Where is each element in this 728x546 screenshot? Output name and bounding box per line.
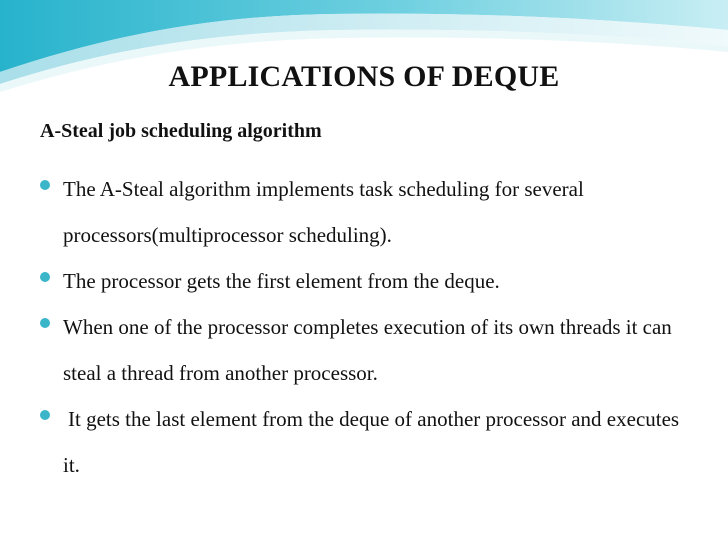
bullet-dot-icon (40, 180, 50, 190)
bullet-item (40, 304, 700, 396)
bullet-text: The processor gets the first element from the deque. (63, 269, 500, 293)
slide-subtitle: A-Steal job scheduling algorithm (40, 120, 322, 142)
bullet-text: The A-Steal algorithm implements task scheduling for several processors(multiprocessor scheduling). (63, 177, 584, 247)
bullet-item (40, 166, 700, 258)
bullet-dot-icon (40, 272, 50, 282)
bullet-list (40, 166, 700, 488)
slide-title: APPLICATIONS OF DEQUE (168, 60, 560, 93)
bullet-text: When one of the processor completes execution of its own threads it can steal a thread from another processor. (63, 315, 672, 385)
bullet-item (40, 258, 700, 304)
bullet-text: It gets the last element from the deque of another processor and executes it. (63, 407, 680, 477)
bullet-dot-icon (40, 318, 50, 328)
bullet-dot-icon (40, 410, 50, 420)
bullet-item (40, 396, 700, 488)
